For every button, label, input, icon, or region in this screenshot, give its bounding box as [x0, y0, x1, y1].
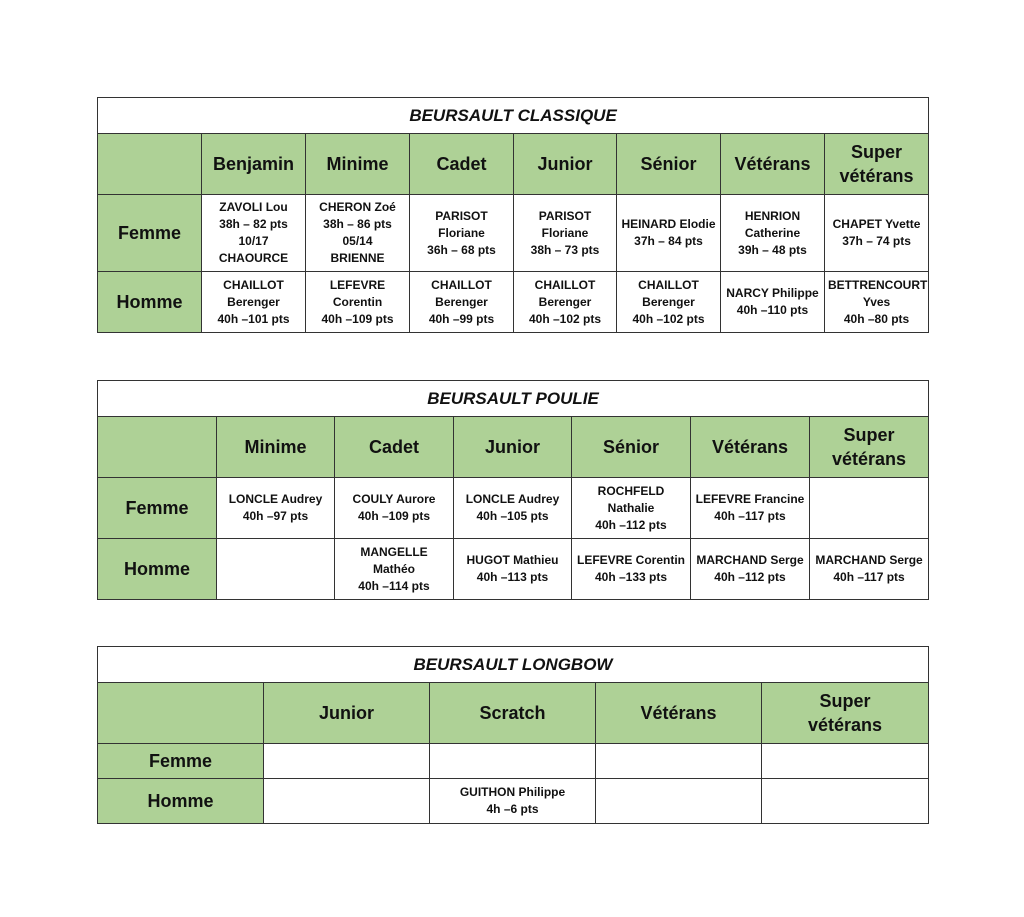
record-cell: CHAILLOT Berenger 40h –99 pts — [410, 272, 514, 333]
column-header-senior: Sénior — [617, 134, 721, 195]
column-header-super-veterans: Super vétérans — [762, 683, 929, 744]
record-cell — [596, 744, 762, 779]
column-header-benjamin: Benjamin — [202, 134, 306, 195]
record-cell: MARCHAND Serge 40h –117 pts — [810, 539, 929, 600]
classique-table — [97, 97, 929, 333]
record-cell: GUITHON Philippe 4h –6 pts — [430, 779, 596, 824]
record-cell: CHAILLOT Berenger 40h –102 pts — [514, 272, 617, 333]
column-header-minime: Minime — [306, 134, 410, 195]
column-header-junior: Junior — [264, 683, 430, 744]
record-cell — [264, 744, 430, 779]
column-header-junior: Junior — [514, 134, 617, 195]
table-title: BEURSAULT POULIE — [98, 381, 929, 417]
corner-cell — [98, 683, 264, 744]
record-cell: LEFEVRE Francine 40h –117 pts — [691, 478, 810, 539]
row-header-femme: Femme — [98, 744, 264, 779]
column-header-veterans: Vétérans — [691, 417, 810, 478]
table-title: BEURSAULT CLASSIQUE — [98, 98, 929, 134]
record-cell: LONCLE Audrey 40h –105 pts — [454, 478, 572, 539]
column-header-super-veterans: Super vétérans — [825, 134, 929, 195]
record-cell: MANGELLE Mathéo 40h –114 pts — [335, 539, 454, 600]
record-cell — [596, 779, 762, 824]
record-cell: CHERON Zoé 38h – 86 pts 05/14 BRIENNE — [306, 195, 410, 272]
record-cell: HENRION Catherine 39h – 48 pts — [721, 195, 825, 272]
column-header-cadet: Cadet — [410, 134, 514, 195]
column-header-junior: Junior — [454, 417, 572, 478]
column-header-senior: Sénior — [572, 417, 691, 478]
record-cell: HUGOT Mathieu 40h –113 pts — [454, 539, 572, 600]
record-cell — [810, 478, 929, 539]
row-header-femme: Femme — [98, 478, 217, 539]
record-cell: CHAPET Yvette 37h – 74 pts — [825, 195, 929, 272]
record-cell: BETTRENCOURT Yves 40h –80 pts — [825, 272, 929, 333]
longbow-table — [97, 646, 929, 824]
column-header-veterans: Vétérans — [596, 683, 762, 744]
record-cell — [762, 744, 929, 779]
column-header-scratch: Scratch — [430, 683, 596, 744]
record-cell: CHAILLOT Berenger 40h –101 pts — [202, 272, 306, 333]
row-header-homme: Homme — [98, 272, 202, 333]
record-cell: ZAVOLI Lou 38h – 82 pts 10/17 CHAOURCE — [202, 195, 306, 272]
record-cell: MARCHAND Serge 40h –112 pts — [691, 539, 810, 600]
record-cell: LEFEVRE Corentin 40h –133 pts — [572, 539, 691, 600]
column-header-veterans: Vétérans — [721, 134, 825, 195]
row-header-homme: Homme — [98, 779, 264, 824]
record-cell — [762, 779, 929, 824]
record-cell — [430, 744, 596, 779]
corner-cell — [98, 134, 202, 195]
record-cell: ROCHFELD Nathalie 40h –112 pts — [572, 478, 691, 539]
record-cell: HEINARD Elodie 37h – 84 pts — [617, 195, 721, 272]
record-cell: PARISOT Floriane 38h – 73 pts — [514, 195, 617, 272]
row-header-homme: Homme — [98, 539, 217, 600]
table-title: BEURSAULT LONGBOW — [98, 647, 929, 683]
column-header-cadet: Cadet — [335, 417, 454, 478]
record-cell: NARCY Philippe 40h –110 pts — [721, 272, 825, 333]
column-header-minime: Minime — [217, 417, 335, 478]
corner-cell — [98, 417, 217, 478]
record-cell: COULY Aurore 40h –109 pts — [335, 478, 454, 539]
record-cell — [264, 779, 430, 824]
record-cell: PARISOT Floriane 36h – 68 pts — [410, 195, 514, 272]
row-header-femme: Femme — [98, 195, 202, 272]
record-cell — [217, 539, 335, 600]
record-cell: LONCLE Audrey 40h –97 pts — [217, 478, 335, 539]
poulie-table — [97, 380, 929, 600]
record-cell: LEFEVRE Corentin 40h –109 pts — [306, 272, 410, 333]
record-cell: CHAILLOT Berenger 40h –102 pts — [617, 272, 721, 333]
column-header-super-veterans: Super vétérans — [810, 417, 929, 478]
